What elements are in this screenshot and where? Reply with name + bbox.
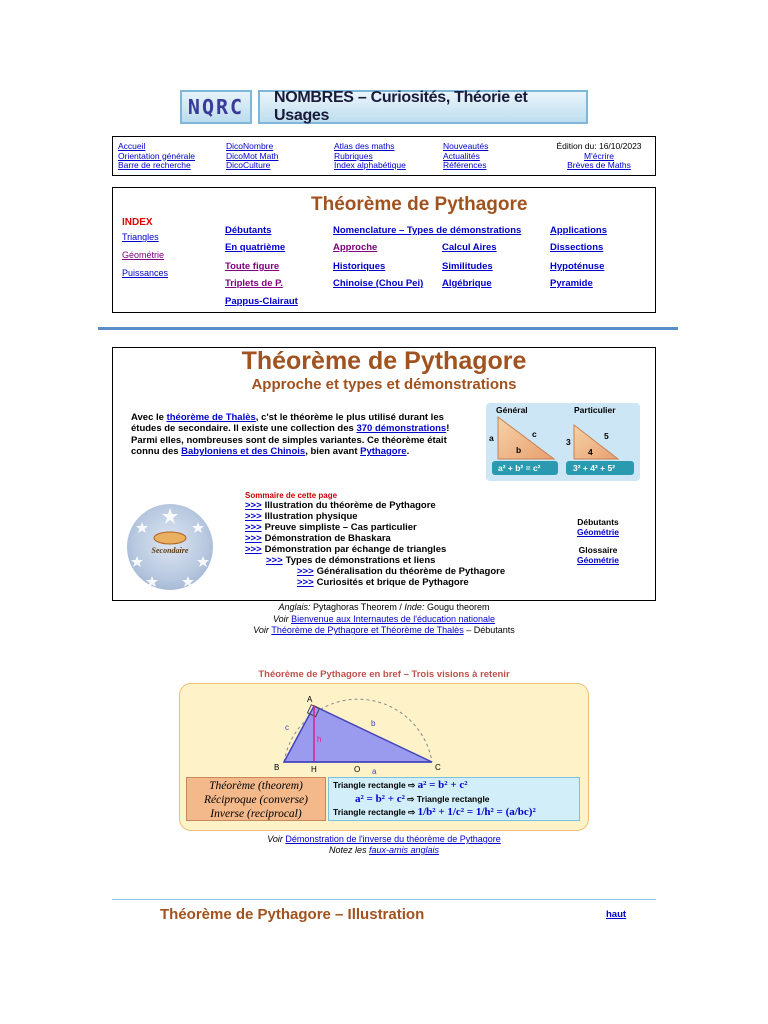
index-link-historiques[interactable]: Historiques (333, 261, 386, 272)
vision-inverse: Inverse (reciprocal) (210, 808, 302, 820)
sommaire-link[interactable]: >>> (297, 566, 314, 577)
sommaire-link[interactable]: >>> (245, 500, 262, 511)
voir-label: Voir (272, 614, 292, 624)
side-debutants (558, 517, 638, 537)
index-title: Théorème de Pythagore (311, 194, 528, 215)
nav-link-actualites[interactable]: Actualités (443, 150, 480, 161)
point-h: H (311, 765, 317, 774)
side-label: Glossaire (578, 545, 618, 555)
side-4: 4 (588, 447, 593, 457)
divider-2 (112, 899, 656, 900)
index-link-geometrie[interactable]: Géométrie (122, 250, 165, 260)
side-link-geometrie[interactable]: Géométrie (576, 555, 620, 565)
link-pyth-thales[interactable]: Théorème de Pythagore et Théorème de Thalès (271, 625, 464, 635)
nav-link-atlas[interactable]: Atlas des maths (334, 141, 395, 151)
sommaire-link[interactable]: >>> (297, 577, 314, 588)
index-link-quatrieme[interactable]: En quatrième (225, 242, 286, 253)
index-link-applications[interactable]: Applications (550, 225, 608, 236)
link-bienvenue[interactable]: Bienvenue aux Internautes de l'éducation nationale (291, 614, 496, 624)
voir-line-2 (0, 625, 768, 636)
vision-converse: Réciproque (converse) (204, 794, 308, 806)
link-demo-inverse[interactable]: Démonstration de l'inverse du théorème de Pythagore (285, 834, 501, 844)
section-title: Théorème de Pythagore – Illustration (160, 906, 425, 923)
nav-link-dicomot[interactable]: DicoMot Math (226, 150, 279, 161)
side-3: 3 (566, 437, 571, 447)
index-link-pappus[interactable]: Pappus-Clairaut (225, 296, 298, 307)
link-pythagore[interactable]: Pythagore (360, 445, 407, 457)
medal-label: Secondaire (151, 546, 189, 555)
page-title: Théorème de Pythagore (241, 347, 527, 375)
nav-col-5 (549, 142, 649, 171)
site-logo[interactable]: NQRC (180, 90, 252, 124)
nav-link-diccoculture[interactable]: DicoCulture (226, 160, 271, 170)
side-link-geometrie[interactable]: Géométrie (576, 527, 620, 537)
sommaire-item (297, 577, 469, 588)
sommaire-item (245, 533, 391, 544)
index-link-calcul-aires[interactable]: Calcul Aires (442, 242, 497, 253)
intro-text (131, 412, 476, 457)
sommaire-item (266, 555, 435, 566)
sommaire-item (245, 544, 446, 555)
nav-link-nouveautes[interactable]: Nouveautés (443, 141, 489, 151)
index-link-approche[interactable]: Approche (333, 242, 378, 253)
side-glossaire (558, 545, 638, 565)
index-link-pyramide[interactable]: Pyramide (550, 278, 593, 289)
nav-link-rubriques[interactable]: Rubriques (334, 150, 373, 161)
nav-link-breves[interactable]: Brèves de Maths (567, 160, 631, 170)
point-b: B (274, 763, 280, 772)
sommaire-link[interactable]: >>> (245, 511, 262, 522)
side-c: c (532, 429, 537, 439)
visions-names (186, 777, 326, 821)
particular-triangle (574, 425, 618, 459)
lang-label: Anglais: (278, 602, 311, 612)
link-faux-amis[interactable]: faux-amis anglais (369, 845, 440, 855)
sommaire-label: Types de démonstrations et liens (285, 555, 436, 566)
label-general: Général (496, 405, 528, 415)
sommaire-item (245, 522, 417, 533)
nav-link-diconombre[interactable]: DicoNombre (226, 141, 274, 151)
intro-part: . (406, 445, 410, 457)
sommaire-title: Sommaire de cette page (245, 491, 338, 500)
side-label-b: b (371, 719, 376, 728)
side-label-c: c (285, 723, 289, 732)
nav-link-accueil[interactable]: Accueil (118, 141, 146, 151)
index-label: INDEX (122, 217, 153, 228)
sommaire-link[interactable]: >>> (245, 522, 262, 533)
main-box (112, 347, 656, 601)
index-link-triangles[interactable]: Triangles (122, 232, 159, 242)
nav-col-2 (226, 142, 278, 171)
sommaire-label: Preuve simpliste – Cas particulier (264, 522, 417, 533)
sommaire-item (245, 500, 436, 511)
notez-label: Notez les (328, 845, 369, 855)
general-triangle (498, 417, 554, 459)
sommaire-label: Démonstration de Bhaskara (264, 533, 391, 544)
pencil-icon (154, 532, 186, 544)
formula-general: a² + b² = c² (498, 463, 541, 473)
translations-line (0, 602, 768, 613)
lang-text: Gougu theorem (424, 602, 490, 612)
sommaire-label: Illustration physique (264, 511, 358, 522)
link-thales[interactable]: théorème de Thalès (166, 412, 256, 423)
formula-text: Triangle rectangle ⇨ (333, 807, 418, 817)
lang-label: Inde: (404, 602, 425, 612)
index-link-similitudes[interactable]: Similitudes (442, 261, 493, 272)
voir-line-3 (0, 834, 768, 845)
index-link-chinoise[interactable]: Chinoise (Chou Pei) (333, 278, 424, 289)
formula-row-3 (333, 806, 579, 820)
sommaire-item (245, 511, 358, 522)
formula-row-2 (333, 793, 579, 807)
index-link-puissances[interactable]: Puissances (122, 268, 169, 278)
notez-line (0, 845, 768, 856)
formula: a² = b² + c² (355, 792, 405, 805)
index-box (112, 187, 656, 313)
intro-part: , c'st le théorème le plus utilisé durant les études de secondaire. Il existe une collection des (131, 412, 444, 435)
sommaire-link[interactable]: >>> (245, 533, 262, 544)
side-label-h: h (317, 735, 322, 744)
right-triangle-diagram (180, 684, 588, 776)
link-370-demos[interactable]: 370 démonstrations (356, 423, 447, 435)
top-nav (112, 136, 656, 176)
intro-part: Avec le (131, 412, 167, 423)
visions-formulas (328, 777, 580, 821)
side-b: b (516, 445, 522, 455)
sommaire-link[interactable]: >>> (266, 555, 283, 566)
nav-link-ecrire[interactable]: M'écrire (584, 150, 614, 161)
nav-link-recherche[interactable]: Barre de recherche (118, 160, 191, 170)
label-particulier: Particulier (574, 405, 616, 415)
index-link-debutants[interactable]: Débutants (225, 225, 272, 236)
index-link-algebrique[interactable]: Algébrique (442, 278, 492, 289)
formula-text: Triangle rectangle ⇨ (333, 780, 418, 790)
formula-text: ⇨ Triangle rectangle (404, 793, 490, 804)
nav-link-references[interactable]: Références (443, 160, 487, 170)
divider (98, 327, 678, 330)
side-5: 5 (604, 431, 609, 441)
point-o: O (354, 765, 361, 774)
bref-title: Théorème de Pythagore en bref – Trois visions à retenir (258, 669, 510, 680)
sommaire-item (297, 566, 505, 577)
point-c: C (435, 763, 441, 772)
back-to-top-link[interactable]: haut (606, 909, 627, 920)
index-link-nomenclature[interactable]: Nomenclature – Types de démonstrations (333, 225, 522, 236)
nav-link-orientation[interactable]: Orientation générale (118, 150, 196, 161)
bref-figure (179, 683, 589, 831)
triangle-abc (284, 706, 432, 762)
formula-row-1 (333, 779, 579, 793)
voir-suffix: – Débutants (463, 625, 515, 635)
secondaire-medal (127, 504, 213, 590)
sommaire-label: Curiosités et brique de Pythagore (316, 577, 469, 588)
sommaire-label: Généralisation du théorème de Pythagore (316, 566, 506, 577)
side-label-a: a (372, 767, 377, 776)
side-label: Débutants (577, 517, 619, 527)
sommaire-label: Illustration du théorème de Pythagore (264, 500, 436, 511)
link-babyloniens[interactable]: Babyloniens et des Chinois (181, 445, 306, 457)
index-link-dissections[interactable]: Dissections (550, 242, 604, 253)
page-subtitle: Approche et types et démonstrations (251, 376, 517, 393)
intro-part: ! Parmi elles, nombreuses sont de simples variantes. Ce théorème était connu des (131, 423, 450, 457)
formula: 1/b² + 1/c² = 1/h² = (a/bc)² (417, 806, 536, 818)
nav-col-4 (443, 142, 488, 171)
nav-col-1 (118, 142, 195, 171)
nav-link-index[interactable]: Index alphabétique (334, 160, 406, 170)
edition-date: Édition du: 16/10/2023 (556, 141, 642, 151)
triangle-figure (486, 403, 640, 481)
index-link-hypotenuse[interactable]: Hypoténuse (550, 261, 605, 272)
site-banner: NOMBRES – Curiosités, Théorie et Usages (258, 90, 588, 124)
side-a: a (489, 433, 494, 443)
sommaire-link[interactable]: >>> (245, 544, 262, 555)
formula: a² = b² + c² (417, 779, 468, 791)
voir-line-1 (0, 614, 768, 625)
index-link-triplets[interactable]: Triplets de P. (225, 278, 283, 289)
vision-theorem: Théorème (theorem) (209, 780, 303, 792)
formula-particular: 3² + 4² + 5² (573, 463, 616, 473)
nav-col-3 (334, 142, 406, 171)
voir-label: Voir (253, 625, 272, 635)
lang-text: Pytaghoras Theorem / (310, 602, 405, 612)
intro-part: , bien avant (305, 445, 361, 457)
point-a: A (307, 695, 313, 704)
index-link-toute-figure[interactable]: Toute figure (225, 261, 280, 272)
voir-label: Voir (267, 834, 286, 844)
sommaire-label: Démonstration par échange de triangles (264, 544, 447, 555)
